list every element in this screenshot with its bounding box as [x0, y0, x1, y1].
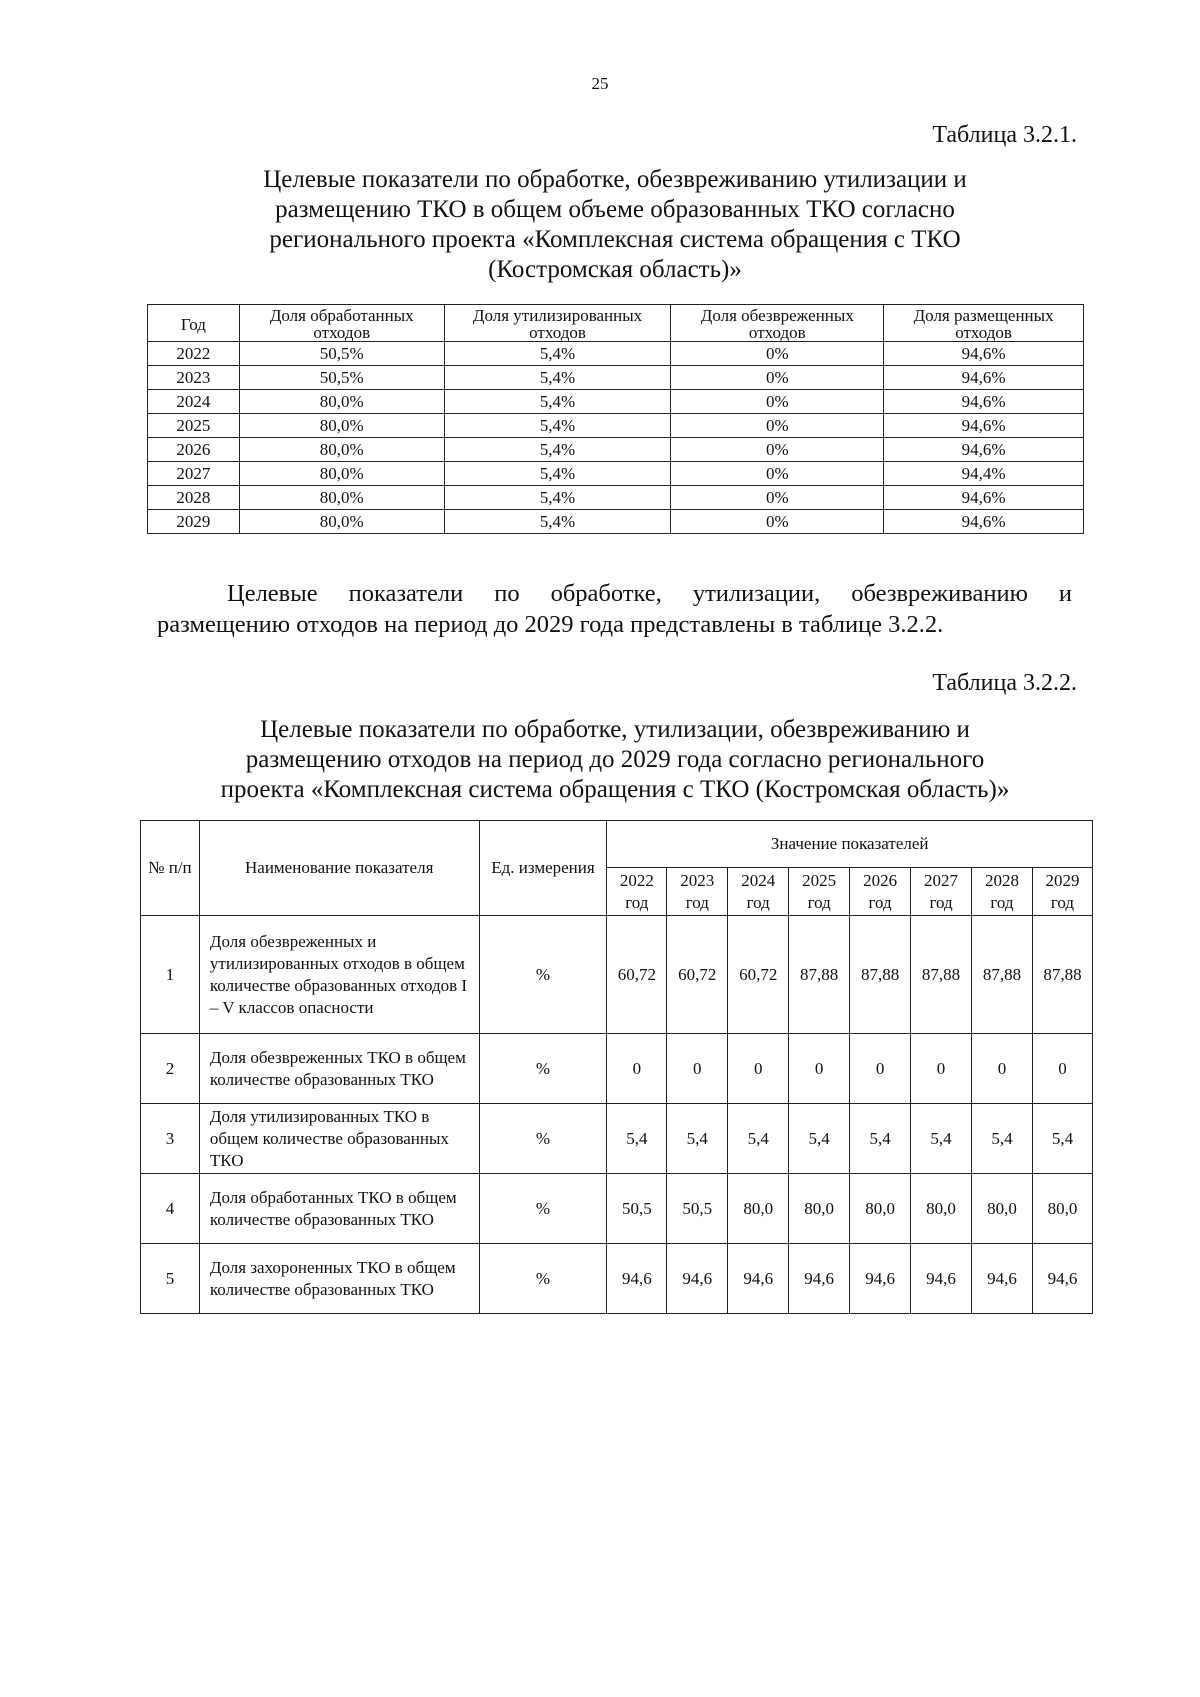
table2-value-cell: 87,88 [1032, 916, 1092, 1034]
table1-value-cell: 80,0% [239, 486, 444, 510]
table2-value-cell: 87,88 [911, 916, 972, 1034]
table2-indicator-name: Доля обработанных ТКО в общем количестве образованных ТКО [199, 1174, 479, 1244]
table2-year-header: 2025 год [789, 868, 850, 916]
table2-header-unit: Ед. измерения [479, 821, 607, 916]
table2-year-header: 2029 год [1032, 868, 1092, 916]
table2-indicator-name: Доля утилизированных ТКО в общем количестве образованных ТКО [199, 1104, 479, 1174]
table1-header-year: Год [148, 305, 240, 342]
table1-value-cell: 0% [671, 462, 884, 486]
table1-value-cell: 50,5% [239, 342, 444, 366]
table1-year-cell: 2025 [148, 414, 240, 438]
table2-indicator-name: Доля обезвреженных ТКО в общем количестве образованных ТКО [199, 1034, 479, 1104]
table1-value-cell: 5,4% [444, 342, 671, 366]
table2-body [141, 916, 1093, 1314]
table2-value-cell: 94,6 [607, 1244, 667, 1314]
table1-value-cell: 80,0% [239, 462, 444, 486]
table1-year-cell: 2023 [148, 366, 240, 390]
table1-header-utilized: Доля утилизированных отходов [444, 305, 671, 342]
table1-value-cell: 0% [671, 486, 884, 510]
table2-value-cell: 0 [972, 1034, 1033, 1104]
table2-caption: Таблица 3.2.2. [932, 670, 1077, 696]
table2-row [141, 916, 1093, 1034]
table2-title-line: размещению отходов на период до 2029 года согласно регионального [245, 746, 985, 773]
table1-value-cell: 5,4% [444, 438, 671, 462]
table2-value-cell: 94,6 [911, 1244, 972, 1314]
table1-year-cell: 2029 [148, 510, 240, 534]
table1-value-cell: 50,5% [239, 366, 444, 390]
table1-value-cell: 0% [671, 510, 884, 534]
table1-value-cell: 0% [671, 342, 884, 366]
table2-value-cell: 80,0 [789, 1174, 850, 1244]
table2-value-cell: 80,0 [972, 1174, 1033, 1244]
table1-value-cell: 94,6% [884, 486, 1084, 510]
table1-row [148, 390, 1084, 414]
table2-indicator-name: Доля захороненных ТКО в общем количестве образованных ТКО [199, 1244, 479, 1314]
table2-value-cell: 60,72 [607, 916, 667, 1034]
table2-value-cell: 0 [789, 1034, 850, 1104]
table1-header-neutralized: Доля обезвреженных отходов [671, 305, 884, 342]
table2-header-row [141, 821, 1093, 868]
table2-row-number: 4 [141, 1174, 200, 1244]
table2-value-cell: 0 [607, 1034, 667, 1104]
table2-header-values: Значение показателей [607, 821, 1093, 868]
table2-value-cell: 5,4 [972, 1104, 1033, 1174]
table2-row [141, 1244, 1093, 1314]
table1-caption: Таблица 3.2.1. [932, 122, 1077, 148]
table1-title-line: размещению ТКО в общем объеме образованных ТКО согласно [275, 196, 955, 223]
table2-value-cell: 50,5 [607, 1174, 667, 1244]
table1-value-cell: 5,4% [444, 462, 671, 486]
table1-row [148, 366, 1084, 390]
table1-value-cell: 94,6% [884, 390, 1084, 414]
table2-row-number: 1 [141, 916, 200, 1034]
table2-value-cell: 87,88 [972, 916, 1033, 1034]
table2-value-cell: 5,4 [607, 1104, 667, 1174]
table2-value-cell: 80,0 [911, 1174, 972, 1244]
table2-value-cell: 5,4 [789, 1104, 850, 1174]
table1-value-cell: 0% [671, 438, 884, 462]
table2-value-cell: 94,6 [789, 1244, 850, 1314]
page-number: 25 [591, 74, 609, 93]
table2-title [140, 715, 1090, 805]
table1-value-cell: 0% [671, 414, 884, 438]
table1-row [148, 486, 1084, 510]
table2-value-cell: 5,4 [728, 1104, 789, 1174]
table1-year-cell: 2026 [148, 438, 240, 462]
table1-value-cell: 0% [671, 390, 884, 414]
table2-value-cell: 0 [850, 1034, 911, 1104]
table1-title-line: (Костромская область)» [488, 256, 742, 283]
table2-header-num: № п/п [141, 821, 200, 916]
table1-value-cell: 94,6% [884, 342, 1084, 366]
table1-value-cell: 94,6% [884, 510, 1084, 534]
table1-year-cell: 2027 [148, 462, 240, 486]
table2-value-cell: 5,4 [911, 1104, 972, 1174]
table1-year-cell: 2028 [148, 486, 240, 510]
table2-value-cell: 94,6 [1032, 1244, 1092, 1314]
table1-year-cell: 2022 [148, 342, 240, 366]
table2-value-cell: 5,4 [850, 1104, 911, 1174]
table1-value-cell: 5,4% [444, 366, 671, 390]
table2-unit: % [479, 916, 607, 1034]
table2-row [141, 1104, 1093, 1174]
table1-value-cell: 80,0% [239, 414, 444, 438]
table1-row [148, 462, 1084, 486]
table2-value-cell: 0 [728, 1034, 789, 1104]
table1-title-line: регионального проекта «Комплексная система обращения с ТКО [269, 226, 961, 253]
table2-unit: % [479, 1034, 607, 1104]
table2-year-header: 2027 год [911, 868, 972, 916]
table1-value-cell: 5,4% [444, 510, 671, 534]
table1-value-cell: 5,4% [444, 390, 671, 414]
table1-value-cell: 5,4% [444, 486, 671, 510]
table1-value-cell: 5,4% [444, 414, 671, 438]
table1-title-line: Целевые показатели по обработке, обезвреживанию утилизации и [263, 166, 967, 193]
table2-row-number: 3 [141, 1104, 200, 1174]
table2-value-cell: 87,88 [789, 916, 850, 1034]
paragraph-line-2: размещению отходов на период до 2029 года представлены в таблице 3.2.2. [157, 611, 944, 638]
table1-header-row [148, 305, 1084, 342]
table1-value-cell: 80,0% [239, 390, 444, 414]
table2-row-number: 2 [141, 1034, 200, 1104]
table2-row-number: 5 [141, 1244, 200, 1314]
table2-year-header: 2026 год [850, 868, 911, 916]
table2-value-cell: 94,6 [972, 1244, 1033, 1314]
table2-value-cell: 0 [1032, 1034, 1092, 1104]
table2-value-cell: 60,72 [728, 916, 789, 1034]
table2-value-cell: 87,88 [850, 916, 911, 1034]
table1-header-processed: Доля обработанных отходов [239, 305, 444, 342]
paragraph-line-1: Целевые показатели по обработке, утилизации, обезвреживанию и [227, 580, 1072, 607]
table2-value-cell: 0 [911, 1034, 972, 1104]
table2-year-header: 2028 год [972, 868, 1033, 916]
table2-unit: % [479, 1244, 607, 1314]
table1-year-cell: 2024 [148, 390, 240, 414]
table2-value-cell: 94,6 [850, 1244, 911, 1314]
table1-title [140, 165, 1090, 285]
table2-value-cell: 0 [667, 1034, 728, 1104]
table1 [147, 304, 1084, 534]
table1-value-cell: 94,6% [884, 414, 1084, 438]
table2-year-header: 2023 год [667, 868, 728, 916]
table2-value-cell: 94,6 [728, 1244, 789, 1314]
table1-header-placed: Доля размещенных отходов [884, 305, 1084, 342]
table2-value-cell: 5,4 [667, 1104, 728, 1174]
table1-row [148, 342, 1084, 366]
table2-value-cell: 50,5 [667, 1174, 728, 1244]
table2-header-name: Наименование показателя [199, 821, 479, 916]
body-paragraph [157, 578, 1072, 640]
table1-value-cell: 0% [671, 366, 884, 390]
table2-row [141, 1174, 1093, 1244]
table2-value-cell: 94,6 [667, 1244, 728, 1314]
table1-row [148, 414, 1084, 438]
table2-value-cell: 80,0 [1032, 1174, 1092, 1244]
table1-value-cell: 94,6% [884, 438, 1084, 462]
table1-row [148, 438, 1084, 462]
table1-value-cell: 94,6% [884, 366, 1084, 390]
table2-row [141, 1034, 1093, 1104]
table2-value-cell: 5,4 [1032, 1104, 1092, 1174]
table2-unit: % [479, 1104, 607, 1174]
table1-value-cell: 80,0% [239, 510, 444, 534]
table1-row [148, 510, 1084, 534]
table1-body [148, 342, 1084, 534]
table1-value-cell: 94,4% [884, 462, 1084, 486]
table2-year-header: 2024 год [728, 868, 789, 916]
table2-value-cell: 80,0 [850, 1174, 911, 1244]
table2-year-header: 2022 год [607, 868, 667, 916]
table2-value-cell: 80,0 [728, 1174, 789, 1244]
table2-value-cell: 60,72 [667, 916, 728, 1034]
table2-unit: % [479, 1174, 607, 1244]
table2-indicator-name: Доля обезвреженных и утилизированных отходов в общем количестве образованных отходов I – V классов опасности [199, 916, 479, 1034]
table2-title-line: Целевые показатели по обработке, утилизации, обезвреживанию и [260, 716, 970, 743]
table1-value-cell: 80,0% [239, 438, 444, 462]
table2-title-line: проекта «Комплексная система обращения с ТКО (Костромская область)» [220, 776, 1010, 803]
table2 [140, 820, 1093, 1314]
